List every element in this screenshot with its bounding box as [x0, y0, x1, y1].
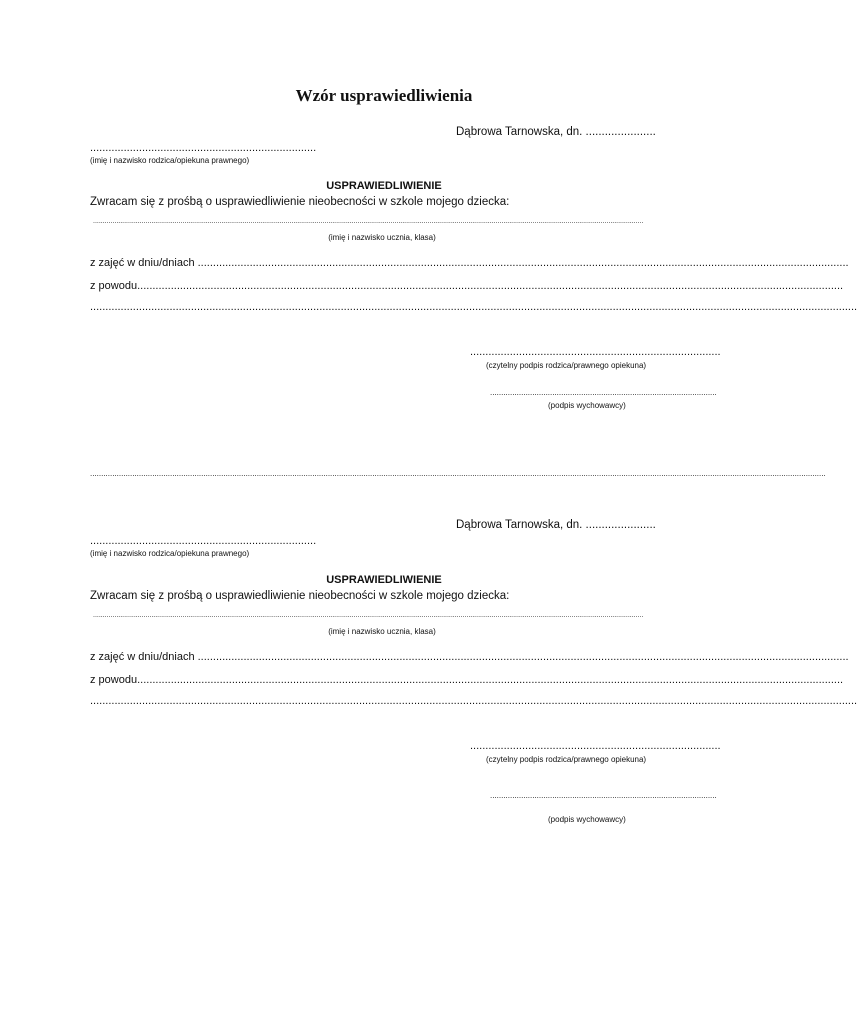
absence-days-line: z zajęć w dniu/dniach ..................................................................................................................................................................................................................... — [90, 651, 849, 663]
parent-signature-caption: (czytelny podpis rodzica/prawnego opiekuna) — [486, 755, 647, 764]
teacher-signature-caption: (podpis wychowawcy) — [548, 401, 626, 410]
request-text: Zwracam się z prośbą o usprawiedliwienie nieobecności w szkole mojego dziecka: — [90, 196, 510, 208]
absence-extra-line: ........................................................................................................................................................................................................................................................... — [90, 301, 857, 313]
form-heading: USPRAWIEDLIWIENIE — [326, 180, 442, 192]
date-line: Dąbrowa Tarnowska, dn. ...................... — [456, 126, 656, 138]
student-name-dots: ........................................................................................................................................................................................................................................................................................... — [93, 612, 644, 619]
parent-signature-dots: .................................................................................. — [470, 346, 721, 358]
absence-reason-line: z powodu....................................................................................................................................................................................................................................... — [90, 280, 844, 292]
student-name-dots: ........................................................................................................................................................................................................................................................................................... — [93, 218, 644, 225]
form-heading: USPRAWIEDLIWIENIE — [326, 574, 442, 586]
teacher-signature-dots: ...................................................................................................... — [490, 791, 717, 800]
teacher-signature-dots: ...................................................................................................... — [490, 388, 717, 397]
parent-signature-dots: .................................................................................. — [470, 740, 721, 752]
parent-name-dots: .......................................................................... — [90, 535, 317, 547]
absence-extra-line: ........................................................................................................................................................................................................................................................... — [90, 695, 857, 707]
teacher-signature-caption: (podpis wychowawcy) — [548, 815, 626, 824]
student-name-caption: (imię i nazwisko ucznia, klasa) — [328, 627, 436, 636]
student-name-caption: (imię i nazwisko ucznia, klasa) — [328, 233, 436, 242]
parent-name-dots: .......................................................................... — [90, 142, 317, 154]
date-line: Dąbrowa Tarnowska, dn. ...................... — [456, 519, 656, 531]
request-text: Zwracam się z prośbą o usprawiedliwienie nieobecności w szkole mojego dziecka: — [90, 590, 510, 602]
parent-name-caption: (imię i nazwisko rodzica/opiekuna prawnego) — [90, 156, 250, 165]
absence-reason-line: z powodu....................................................................................................................................................................................................................................... — [90, 674, 844, 686]
absence-days-line: z zajęć w dniu/dniach ..................................................................................................................................................................................................................... — [90, 257, 849, 269]
document-title: Wzór usprawiedliwienia — [295, 86, 473, 105]
parent-signature-caption: (czytelny podpis rodzica/prawnego opiekuna) — [486, 361, 647, 370]
cut-line: ........................................................................................................................................................................................................................................................................................................................................... — [90, 469, 826, 478]
parent-name-caption: (imię i nazwisko rodzica/opiekuna prawnego) — [90, 549, 250, 558]
